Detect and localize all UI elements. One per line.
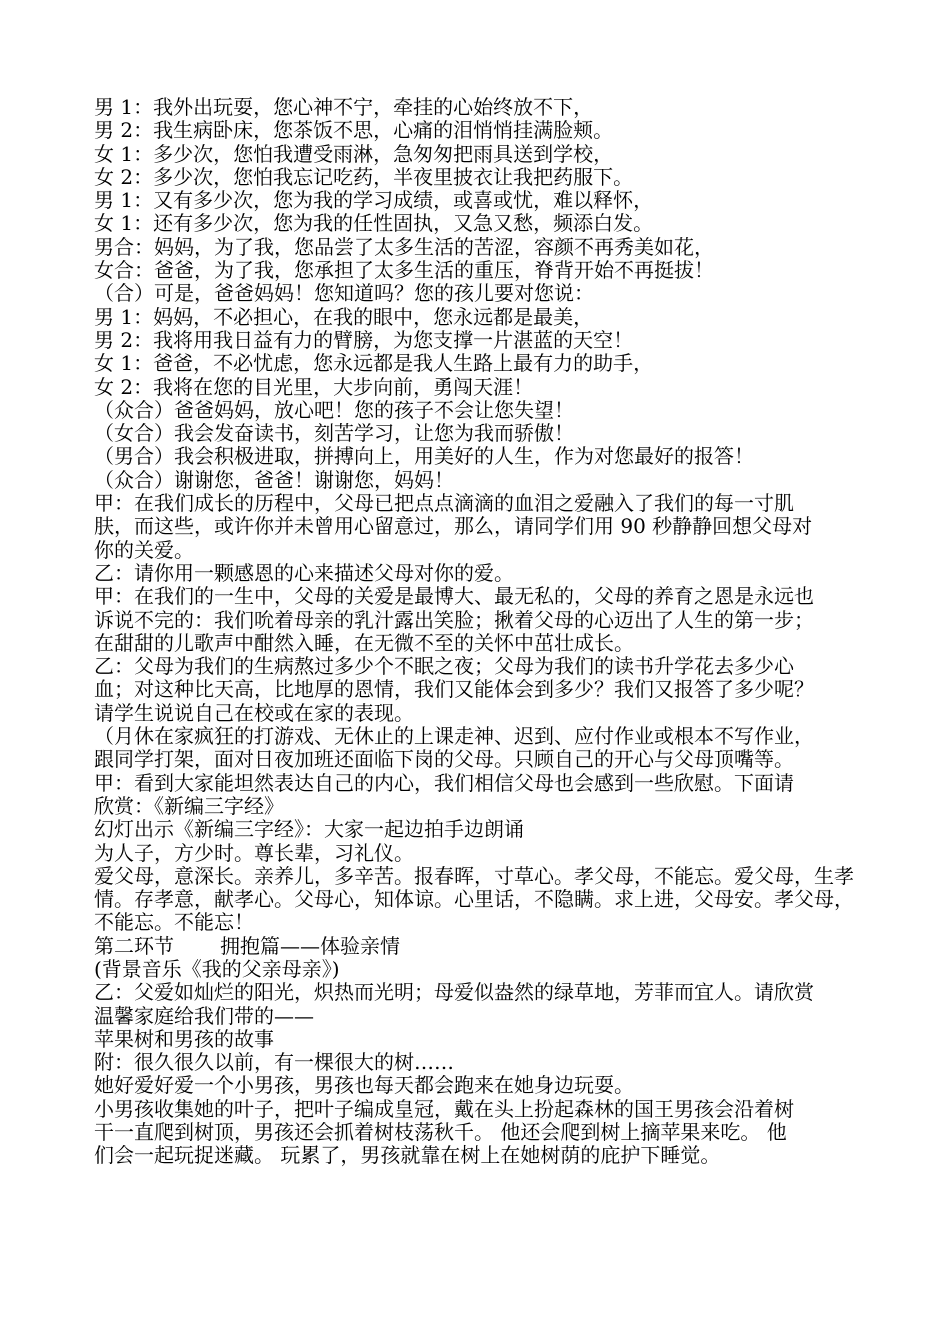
paragraph-line: (背景音乐《我的父亲母亲》)	[94, 956, 340, 981]
dialogue-line: 女 2：我将在您的目光里，大步向前，勇闯天涯！	[94, 374, 534, 399]
dialogue-line: （男合）我会积极进取，拼搏向上，用美好的人生，作为对您最好的报答！	[94, 444, 754, 469]
poem-line: 爱父母，意深长。亲养儿，多辛苦。报春晖，寸草心。孝父母，不能忘。爱父母，生孝	[94, 863, 854, 888]
paragraph-line: 小男孩收集她的叶子，把叶子编成皇冠，戴在头上扮起森林的国王男孩会沿着树	[94, 1096, 794, 1121]
paragraph-line: 们会一起玩捉迷藏。 玩累了，男孩就靠在树上在她树荫的庇护下睡觉。	[94, 1143, 721, 1168]
paragraph-line: 乙：父母为我们的生病熬过多少个不眠之夜；父母为我们的读书升学花去多少心	[94, 654, 794, 679]
poem-line: 为人子，方少时。尊长辈，习礼仪。	[94, 840, 414, 865]
dialogue-line: 女 2：多少次，您怕我忘记吃药，半夜里披衣让我把药服下。	[94, 164, 634, 189]
paragraph-line: 在甜甜的儿歌声中酣然入睡，在无微不至的关怀中茁壮成长。	[94, 630, 634, 655]
dialogue-line: 女 1：还有多少次，您为我的任性固执，又急又愁，频添白发。	[94, 211, 654, 236]
paragraph-line: 甲：在我们成长的历程中，父母已把点点滴滴的血泪之爱融入了我们的每一寸肌	[94, 491, 794, 516]
paragraph-line: 肤，而这些，或许你并未曾用心留意过，那么，请同学们用 90 秒静静回想父母对	[94, 514, 813, 539]
paragraph-line: 温馨家庭给我们带的——	[94, 1003, 314, 1028]
section-title: 拥抱篇——体验亲情	[220, 933, 400, 958]
section-heading	[94, 935, 864, 958]
dialogue-line: 男 1：又有多少次，您为我的学习成绩，或喜或忧，难以释怀，	[94, 188, 654, 213]
poem-line: 情。存孝意，献孝心。父母心，知体谅。心里话，不隐瞒。求上进，父母安。孝父母，	[94, 887, 854, 912]
paragraph-line: 跟同学打架，面对日夜加班还面临下岗的父母。只顾自己的开心与父母顶嘴等。	[94, 747, 794, 772]
paragraph-line: 你的关爱。	[94, 537, 194, 562]
paragraph-line: 甲：在我们的一生中，父母的关爱是最博大、最无私的，父母的养育之恩是永远也	[94, 584, 814, 609]
paragraph-line: （月休在家疯狂的打游戏、无休止的上课走神、迟到、应付作业或根本不写作业，	[94, 724, 814, 749]
section-number: 第二环节	[94, 933, 174, 958]
paragraph-line: 诉说不完的：我们吮着母亲的乳汁露出笑脸；揪着父母的心迈出了人生的第一步；	[94, 607, 814, 632]
paragraph-line: 乙：父爱如灿烂的阳光，炽热而光明；母爱似盎然的绿草地，芳菲而宜人。请欣赏	[94, 980, 814, 1005]
paragraph-line: 附：很久很久以前，有一棵很大的树……	[94, 1050, 454, 1075]
dialogue-line: 男 2：我将用我日益有力的臂膀，为您支撑一片湛蓝的天空！	[94, 327, 634, 352]
paragraph-line: 乙：请你用一颗感恩的心来描述父母对你的爱。	[94, 560, 514, 585]
paragraph-line: 她好爱好爱一个小男孩，男孩也每天都会跑来在她身边玩耍。	[94, 1073, 634, 1098]
dialogue-line: 男 1：我外出玩耍，您心神不宁，牵挂的心始终放不下，	[94, 95, 594, 119]
dialogue-line: 女 1：爸爸，不必忧虑，您永远都是我人生路上最有力的助手，	[94, 351, 654, 376]
paragraph-line: 血；对这种比天高，比地厚的恩情，我们又能体会到多少？我们又报答了多少呢？	[94, 677, 814, 702]
paragraph-line: 甲：看到大家能坦然表达自己的内心，我们相信父母也会感到一些欣慰。下面请	[94, 770, 794, 795]
dialogue-line: （合）可是，爸爸妈妈！您知道吗？您的孩儿要对您说：	[94, 281, 594, 306]
dialogue-line: （女合）我会发奋读书，刻苦学习，让您为我而骄傲！	[94, 421, 574, 446]
paragraph-line: 幻灯出示《新编三字经》：大家一起边拍手边朗诵	[94, 817, 524, 842]
story-title: 苹果树和男孩的故事	[94, 1026, 274, 1051]
paragraph-line: 欣赏：《新编三字经》	[94, 793, 284, 818]
dialogue-line: 女合：爸爸，为了我，您承担了太多生活的重压，脊背开始不再挺拔！	[94, 258, 714, 283]
document-body	[94, 96, 864, 1168]
dialogue-line: 女 1：多少次，您怕我遭受雨淋，急匆匆把雨具送到学校，	[94, 141, 614, 166]
dialogue-line: 男 2：我生病卧床，您茶饭不思，心痛的泪悄悄挂满脸颊。	[94, 118, 614, 143]
paragraph-line: 请学生说说自己在校或在家的表现。	[94, 700, 414, 725]
poem-line: 不能忘。不能忘！	[94, 910, 254, 935]
paragraph-line: 干一直爬到树顶，男孩还会抓着树枝荡秋千。 他还会爬到树上摘苹果来吃。 他	[94, 1120, 787, 1145]
dialogue-line: （众合）爸爸妈妈，放心吧！您的孩子不会让您失望！	[94, 397, 574, 422]
dialogue-line: （众合）谢谢您，爸爸！谢谢您，妈妈！	[94, 467, 454, 492]
dialogue-line: 男 1：妈妈，不必担心，在我的眼中，您永远都是最美，	[94, 304, 594, 329]
dialogue-line: 男合：妈妈，为了我，您品尝了太多生活的苦涩，容颜不再秀美如花，	[94, 234, 714, 259]
